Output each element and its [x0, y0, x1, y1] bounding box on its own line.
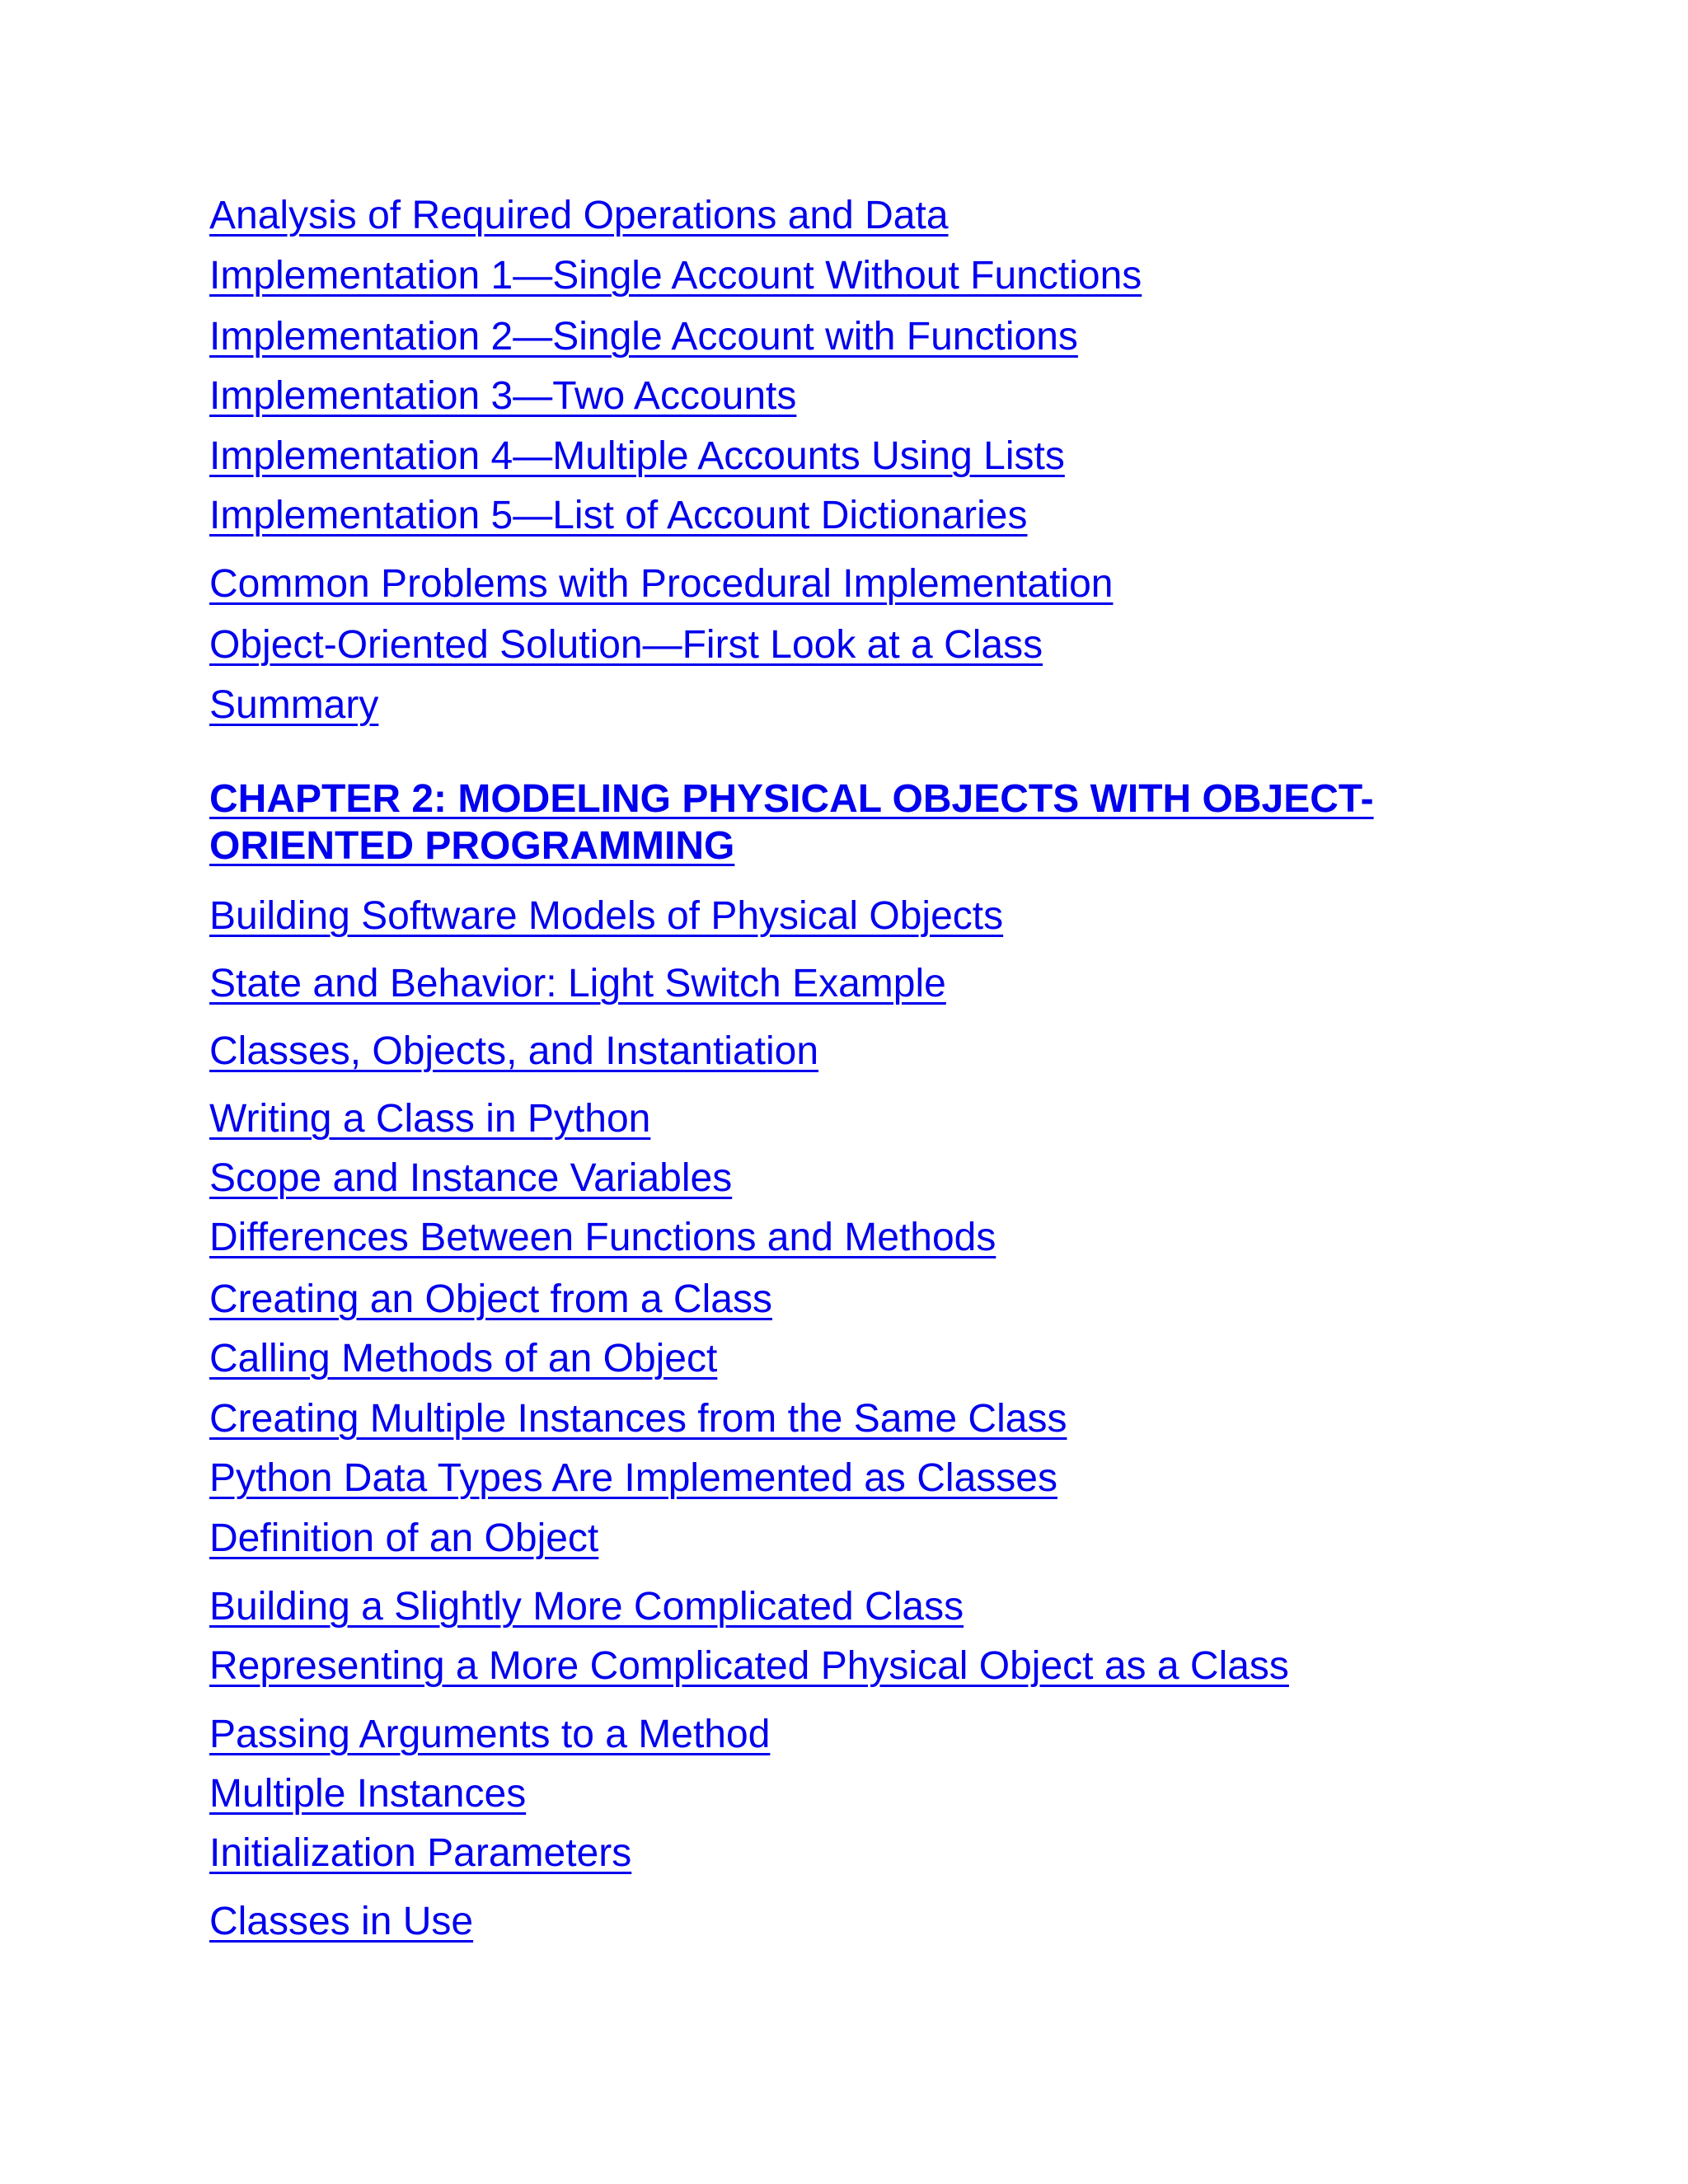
toc-link-common-problems[interactable]: Common Problems with Procedural Implementation	[209, 562, 1114, 606]
toc-link-definition-of-an-object[interactable]: Definition of an Object	[209, 1516, 599, 1560]
toc-link-state-and-behavior[interactable]: State and Behavior: Light Switch Example	[209, 962, 946, 1005]
toc-link-analysis-of-required-operations[interactable]: Analysis of Required Operations and Data	[209, 194, 949, 237]
toc-link-slightly-more-complicated-class[interactable]: Building a Slightly More Complicated Class	[209, 1585, 964, 1629]
toc-link-implementation-3[interactable]: Implementation 3—Two Accounts	[209, 374, 797, 418]
toc-link-creating-an-object[interactable]: Creating an Object from a Class	[209, 1277, 772, 1321]
toc-link-classes-in-use[interactable]: Classes in Use	[209, 1900, 474, 1943]
toc-link-implementation-1[interactable]: Implementation 1—Single Account Without Functions	[209, 254, 1142, 298]
toc-link-writing-a-class[interactable]: Writing a Class in Python	[209, 1097, 651, 1141]
toc-link-building-software-models[interactable]: Building Software Models of Physical Objects	[209, 894, 1004, 938]
toc-link-representing-complicated-object[interactable]: Representing a More Complicated Physical Object as a Class	[209, 1644, 1289, 1688]
toc-link-multiple-instances-same-class[interactable]: Creating Multiple Instances from the Same Class	[209, 1397, 1067, 1441]
toc-link-calling-methods[interactable]: Calling Methods of an Object	[209, 1337, 718, 1380]
toc-link-object-oriented-solution[interactable]: Object-Oriented Solution—First Look at a Class	[209, 623, 1043, 667]
toc-link-implementation-4[interactable]: Implementation 4—Multiple Accounts Using Lists	[209, 434, 1065, 478]
toc-link-implementation-2[interactable]: Implementation 2—Single Account with Functions	[209, 315, 1078, 359]
toc-link-classes-objects-instantiation[interactable]: Classes, Objects, and Instantiation	[209, 1029, 819, 1073]
toc-link-passing-arguments[interactable]: Passing Arguments to a Method	[209, 1713, 771, 1756]
toc-link-functions-vs-methods[interactable]: Differences Between Functions and Methods	[209, 1216, 996, 1259]
toc-link-multiple-instances[interactable]: Multiple Instances	[209, 1772, 527, 1816]
toc-link-implementation-5[interactable]: Implementation 5—List of Account Dictionaries	[209, 494, 1028, 537]
toc-link-summary[interactable]: Summary	[209, 683, 379, 727]
toc-link-initialization-parameters[interactable]: Initialization Parameters	[209, 1831, 632, 1875]
toc-link-scope-and-instance-variables[interactable]: Scope and Instance Variables	[209, 1156, 733, 1200]
toc-link-chapter-2-title[interactable]: CHAPTER 2: MODELING PHYSICAL OBJECTS WITH OBJECT-ORIENTED PROGRAMMING	[209, 777, 1374, 868]
toc-link-python-data-types[interactable]: Python Data Types Are Implemented as Classes	[209, 1456, 1057, 1500]
